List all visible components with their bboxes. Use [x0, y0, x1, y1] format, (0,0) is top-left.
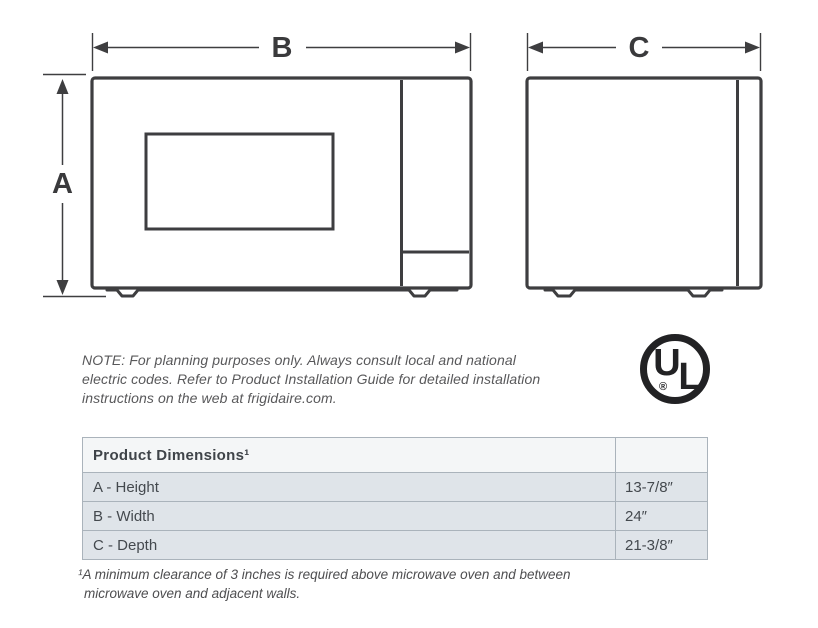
table-header-value-cell: [615, 438, 707, 472]
width-dimension-label: B: [271, 32, 293, 64]
cabinet-body: [527, 78, 761, 288]
registered-trademark-symbol: ®: [658, 381, 668, 393]
note-line: electric codes. Refer to Product Installation Guide for detailed installation: [82, 371, 541, 387]
height-dimension-label: A: [52, 168, 73, 200]
arrowhead-right: [745, 42, 760, 54]
arrowhead-up: [57, 79, 69, 94]
table-row: [83, 472, 707, 501]
ul-logo-letter-l: L: [678, 356, 702, 398]
footnote-line: microwave oven and adjacent walls.: [84, 586, 301, 601]
arrowhead-left: [528, 42, 543, 54]
note-line: instructions on the web at frigidaire.com.: [82, 390, 337, 406]
side-view: [527, 32, 761, 296]
planning-note: [82, 351, 540, 408]
arrowhead-left: [93, 42, 108, 54]
table-row: [83, 501, 707, 530]
feet: [545, 290, 722, 296]
dimension-value: 21-3/8″: [615, 531, 707, 559]
table-title: Product Dimensions¹: [93, 446, 250, 464]
microwave-body: [92, 78, 471, 288]
footnote-line: ¹A minimum clearance of 3 inches is required above microwave oven and between: [78, 567, 571, 582]
table-header-row: [83, 438, 707, 472]
dimension-label: B - Width: [93, 507, 155, 525]
dimension-label: C - Depth: [93, 536, 158, 554]
depth-dimension-label: C: [628, 32, 650, 64]
clearance-footnote: [78, 565, 571, 603]
arrowhead-right: [455, 42, 470, 54]
dimension-value: 13-7/8″: [615, 473, 707, 501]
table-row: [83, 530, 707, 559]
feet: [107, 290, 457, 296]
ul-logo-letter-u: U: [653, 342, 681, 384]
dimension-value: 24″: [615, 502, 707, 530]
dimension-label: A - Height: [93, 478, 159, 496]
arrowhead-down: [57, 280, 69, 295]
product-dimensions-table: [82, 437, 708, 560]
note-line: NOTE: For planning purposes only. Always consult local and national: [82, 352, 516, 368]
ul-certification-logo: [644, 338, 707, 401]
front-view: [43, 32, 471, 297]
